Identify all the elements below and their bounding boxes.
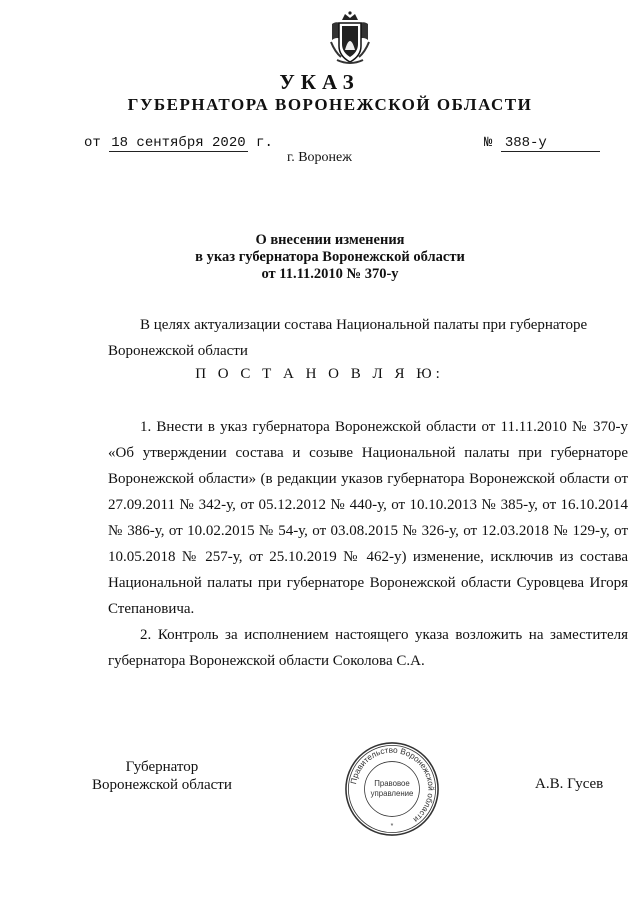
- document-title: УКАЗ: [279, 70, 360, 94]
- document-subtitle: ГУБЕРНАТОРА ВОРОНЕЖСКОЙ ОБЛАСТИ: [127, 95, 533, 114]
- official-stamp: [343, 740, 441, 838]
- stamp-center-line-1: Правовое: [374, 779, 410, 789]
- decree-item-1: 1. Внести в указ губернатора Воронежской области от 11.11.2010 № 370-у «Об утверждении состава и созыве Национальной палаты при губернаторе Воронежской области» (в редакции указов губернатора Воронежской области от 27.09.2011 № 342-у, от 05.12.2012 № 440-у, от 10.10.2013 № 385-у, от 16.10.2014 № 386-у, от 10.02.2015 № 54-у, от 03.08.2015 № 326-у, от 12.03.2018 № 129-у, от 10.05.2018 № 257-у, от 25.10.2019 № 462-у) изменение, исключив из состава Национальной палаты при губернаторе Воронежской области Суровцева Игоря Степановича.: [108, 419, 628, 617]
- city: г. Воронеж: [287, 150, 352, 165]
- preamble-line-1: В целях актуализации состава Национальной палаты при губернаторе: [140, 317, 588, 333]
- stamp-ring-text: Правительство Воронежской области: [349, 745, 436, 825]
- preamble-line-2: Воронежской области: [108, 343, 248, 359]
- subject-line-1: О внесении изменения: [255, 232, 405, 248]
- date-prefix: от: [84, 135, 101, 151]
- decree-item-2: 2. Контроль за исполнением настоящего указа возложить на заместителя губернатора Воронежской области Соколова С.А.: [108, 627, 628, 669]
- signatory-position: [92, 758, 232, 794]
- coat-of-arms-emblem: [325, 10, 375, 68]
- signatory-position-line-1: Губернатор: [125, 759, 199, 775]
- decree-items: [108, 414, 628, 674]
- signatory-name: А.В. Гусев: [535, 776, 604, 792]
- document-date: 18 сентября 2020: [111, 135, 246, 151]
- date-suffix: г.: [256, 135, 273, 151]
- stamp-star-icon: *: [390, 823, 394, 831]
- subject-heading: [120, 232, 540, 283]
- date-row: [84, 135, 273, 151]
- subject-line-3: от 11.11.2010 № 370-у: [261, 266, 399, 282]
- subject-line-2: в указ губернатора Воронежской области: [195, 249, 465, 265]
- document-number: 388-у: [501, 135, 600, 152]
- stamp-center-line-2: управление: [370, 788, 414, 798]
- number-label: №: [484, 135, 493, 151]
- decree-word: П О С Т А Н О В Л Я Ю:: [195, 366, 444, 382]
- signatory-position-line-2: Воронежской области: [92, 777, 232, 793]
- preamble: [108, 312, 628, 364]
